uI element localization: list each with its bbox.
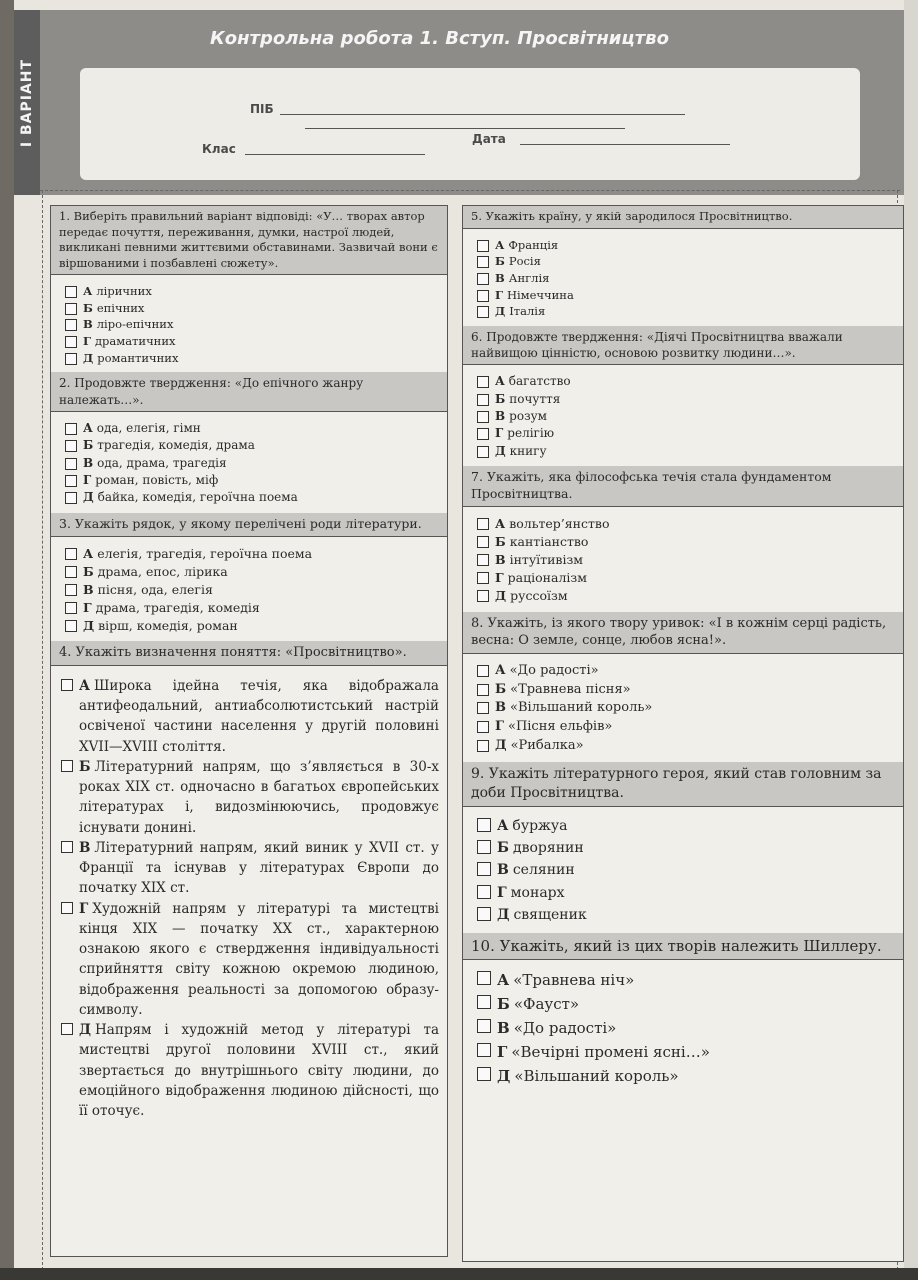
answer-options bbox=[51, 537, 447, 642]
option-letter: Б bbox=[495, 254, 505, 269]
answer-option[interactable] bbox=[477, 859, 895, 881]
option-text: вірш, комедія, роман bbox=[98, 618, 238, 634]
answer-option[interactable] bbox=[477, 737, 895, 756]
answer-checkbox[interactable] bbox=[477, 256, 489, 268]
option-letter: В bbox=[497, 1018, 510, 1037]
answer-option[interactable] bbox=[477, 904, 895, 926]
pib-field[interactable] bbox=[280, 114, 685, 115]
option-text: Росія bbox=[508, 254, 541, 269]
option-text: кантіанство bbox=[509, 534, 589, 550]
option-letter: Д bbox=[83, 350, 94, 365]
answer-option[interactable] bbox=[477, 1064, 895, 1088]
question-6 bbox=[463, 326, 903, 466]
answer-option[interactable] bbox=[65, 420, 439, 437]
answer-option[interactable] bbox=[477, 1016, 895, 1040]
variant-label: І ВАРІАНТ bbox=[19, 58, 36, 147]
answer-checkbox[interactable] bbox=[61, 679, 73, 691]
option-text: «Фауст» bbox=[513, 994, 580, 1013]
answer-checkbox[interactable] bbox=[477, 971, 491, 985]
cut-line bbox=[40, 190, 900, 191]
option-text: ліричних bbox=[96, 284, 152, 299]
option-letter: Б bbox=[495, 391, 506, 406]
variant-tab bbox=[14, 10, 40, 195]
answer-checkbox[interactable] bbox=[65, 475, 77, 487]
answer-options bbox=[51, 412, 447, 513]
option-text: епічних bbox=[96, 300, 145, 315]
option-letter: Б bbox=[83, 300, 93, 315]
answer-checkbox[interactable] bbox=[61, 841, 73, 853]
answer-checkbox[interactable] bbox=[65, 548, 77, 560]
answer-option[interactable] bbox=[477, 837, 895, 859]
question-text: 1. Виберіть правильний варіант відповіді: «У… творах автор передає почуття, переживання, думки, настрої людей, викликані певними життєвими обставинами. Зазвичай вони є віршованими і позбавлені сюжету». bbox=[51, 206, 447, 275]
answer-option[interactable] bbox=[61, 676, 439, 757]
option-text: вольтер’янство bbox=[509, 515, 610, 531]
answer-checkbox[interactable] bbox=[65, 303, 77, 315]
option-text: ліро-епічних bbox=[96, 317, 174, 332]
option-letter: А bbox=[495, 662, 506, 678]
option-text: роман, повість, міф bbox=[95, 472, 219, 487]
answer-checkbox[interactable] bbox=[477, 306, 489, 318]
option-letter: А bbox=[495, 374, 505, 389]
answer-option[interactable] bbox=[477, 681, 895, 700]
answer-checkbox[interactable] bbox=[477, 446, 489, 458]
question-text: 8. Укажіть, із якого твору уривок: «І в кожнім серці радість, весна: О земле, сонце, любов ясна!». bbox=[463, 612, 903, 654]
date-label: Дата bbox=[472, 132, 506, 146]
answer-option[interactable] bbox=[65, 300, 439, 317]
answer-checkbox[interactable] bbox=[65, 620, 77, 632]
answer-option[interactable] bbox=[61, 1020, 439, 1121]
option-letter: Д bbox=[495, 443, 506, 458]
answer-checkbox[interactable] bbox=[477, 721, 489, 733]
answer-checkbox[interactable] bbox=[477, 411, 489, 423]
option-text: пісня, ода, елегія bbox=[97, 581, 213, 597]
option-text: драма, трагедія, комедія bbox=[95, 600, 260, 615]
answer-option[interactable] bbox=[65, 581, 439, 599]
question-text: 9. Укажіть літературного героя, який став головним за доби Просвітництва. bbox=[463, 762, 903, 807]
answer-checkbox[interactable] bbox=[65, 353, 77, 365]
option-text: почуття bbox=[509, 391, 561, 406]
photo-bottom-edge bbox=[0, 1268, 918, 1280]
answer-option[interactable] bbox=[65, 283, 439, 300]
option-text: ода, елегія, гімн bbox=[96, 420, 201, 435]
option-letter: Д bbox=[83, 618, 95, 634]
answer-option[interactable] bbox=[477, 515, 895, 533]
answer-option[interactable] bbox=[65, 333, 439, 350]
option-text: книгу bbox=[509, 443, 547, 458]
question-text: 3. Укажіть рядок, у якому перелічені роди літератури. bbox=[51, 513, 447, 537]
option-letter: Г bbox=[83, 472, 92, 487]
answer-option[interactable] bbox=[65, 437, 439, 454]
option-text: інтуїтивізм bbox=[509, 552, 583, 568]
option-letter: А bbox=[495, 515, 506, 531]
pib-field-line-2[interactable] bbox=[305, 128, 625, 129]
answer-option[interactable] bbox=[477, 569, 895, 587]
answer-option[interactable] bbox=[477, 373, 895, 390]
answer-options bbox=[463, 507, 903, 612]
option-letter: Д bbox=[497, 907, 510, 924]
option-letter: Г bbox=[495, 570, 504, 586]
option-text: Англія bbox=[508, 270, 550, 285]
answer-checkbox[interactable] bbox=[65, 319, 77, 331]
answer-option[interactable] bbox=[477, 253, 895, 270]
option-letter: А bbox=[497, 817, 509, 834]
option-text: священик bbox=[513, 907, 587, 924]
answer-option[interactable] bbox=[61, 899, 439, 1021]
option-letter: В bbox=[495, 270, 505, 285]
question-2 bbox=[51, 372, 447, 512]
answer-option[interactable] bbox=[477, 699, 895, 718]
option-letter: В bbox=[83, 455, 94, 470]
answer-option[interactable] bbox=[65, 545, 439, 563]
question-text: 10. Укажіть, який із цих творів належить Шиллеру. bbox=[463, 933, 903, 960]
option-letter: Д bbox=[83, 490, 94, 505]
option-text: Напрям і художній метод у літературі та мистецтві другої половини XVIII ст., який звертається до внутрішнього світу людини, до емоційного відображення людиною дійсності, що її оточує. bbox=[79, 1022, 439, 1120]
option-text: «Вільшаний король» bbox=[510, 700, 653, 716]
option-text: Широка ідейна течія, яка відображала антифеодальний, антиабсолютистський настрій освіченої частини населення у другій половині XVII—XVIII століття. bbox=[79, 677, 439, 755]
option-letter: Б bbox=[83, 438, 94, 453]
answer-checkbox[interactable] bbox=[477, 702, 489, 714]
answer-option[interactable] bbox=[65, 316, 439, 333]
answer-checkbox[interactable] bbox=[477, 1019, 491, 1033]
answer-checkbox[interactable] bbox=[477, 862, 491, 876]
option-letter: А bbox=[83, 545, 94, 561]
question-text: 6. Продовжте твердження: «Діячі Просвітництва вважали найвищою цінністю, основою розвитку людини…». bbox=[463, 326, 903, 365]
option-letter: Д bbox=[497, 1066, 511, 1085]
option-text: розум bbox=[509, 409, 548, 424]
answer-checkbox[interactable] bbox=[65, 566, 77, 578]
option-text: «Рибалка» bbox=[510, 738, 584, 754]
right-column bbox=[462, 205, 904, 1262]
question-7 bbox=[463, 466, 903, 611]
option-letter: А bbox=[495, 237, 505, 252]
option-text: трагедія, комедія, драма bbox=[97, 438, 255, 453]
option-text: «Вечірні промені ясні…» bbox=[511, 1042, 710, 1061]
answer-checkbox[interactable] bbox=[477, 536, 489, 548]
option-letter: Д bbox=[495, 304, 506, 319]
option-text: руссоїзм bbox=[510, 588, 568, 604]
answer-checkbox[interactable] bbox=[65, 458, 77, 470]
option-letter: А bbox=[83, 284, 93, 299]
option-text: Франція bbox=[508, 237, 559, 252]
answer-checkbox[interactable] bbox=[477, 995, 491, 1009]
answer-checkbox[interactable] bbox=[477, 376, 489, 388]
answer-checkbox[interactable] bbox=[65, 602, 77, 614]
answer-options bbox=[463, 654, 903, 762]
option-text: «До радості» bbox=[509, 662, 599, 678]
answer-option[interactable] bbox=[65, 599, 439, 617]
option-text: «Травнева ніч» bbox=[513, 970, 635, 989]
answer-checkbox[interactable] bbox=[65, 440, 77, 452]
option-letter: Д bbox=[495, 588, 507, 604]
option-text: буржуа bbox=[512, 817, 568, 834]
option-text: «Пісня ельфів» bbox=[507, 719, 613, 735]
answer-option[interactable] bbox=[477, 718, 895, 737]
pib-label: ПІБ bbox=[250, 102, 274, 116]
answer-checkbox[interactable] bbox=[65, 286, 77, 298]
answer-option[interactable] bbox=[65, 617, 439, 635]
left-column bbox=[50, 205, 448, 1257]
option-letter: В bbox=[83, 317, 93, 332]
question-9 bbox=[463, 762, 903, 933]
option-letter: Б bbox=[79, 758, 91, 775]
answer-option[interactable] bbox=[477, 425, 895, 442]
option-letter: В bbox=[79, 839, 91, 856]
answer-options bbox=[463, 365, 903, 466]
answer-option[interactable] bbox=[477, 1040, 895, 1064]
answer-checkbox[interactable] bbox=[477, 907, 491, 921]
option-letter: А bbox=[79, 677, 90, 694]
answer-checkbox[interactable] bbox=[477, 840, 491, 854]
option-text: ода, драма, трагедія bbox=[97, 455, 227, 470]
class-field[interactable] bbox=[245, 154, 425, 155]
option-letter: Б bbox=[497, 840, 509, 857]
answer-option[interactable] bbox=[61, 757, 439, 838]
answer-checkbox[interactable] bbox=[477, 240, 489, 252]
answer-option[interactable] bbox=[477, 270, 895, 287]
answer-option[interactable] bbox=[477, 237, 895, 254]
option-text: романтичних bbox=[97, 350, 179, 365]
answer-checkbox[interactable] bbox=[477, 665, 489, 677]
option-letter: А bbox=[83, 420, 93, 435]
option-text: байка, комедія, героїчна поема bbox=[97, 490, 298, 505]
option-text: релігію bbox=[507, 426, 555, 441]
answer-option[interactable] bbox=[65, 563, 439, 581]
answer-option[interactable] bbox=[477, 992, 895, 1016]
answer-option[interactable] bbox=[477, 815, 895, 837]
answer-checkbox[interactable] bbox=[477, 818, 491, 832]
answer-option[interactable] bbox=[477, 287, 895, 304]
answer-checkbox[interactable] bbox=[477, 684, 489, 696]
question-10 bbox=[463, 933, 903, 1094]
answer-checkbox[interactable] bbox=[477, 273, 489, 285]
answer-option[interactable] bbox=[477, 551, 895, 569]
option-letter: Б bbox=[83, 563, 94, 579]
option-letter: Г bbox=[79, 900, 89, 917]
question-text: 2. Продовжте твердження: «До епічного жанру належать…». bbox=[51, 372, 447, 411]
answer-checkbox[interactable] bbox=[477, 1043, 491, 1057]
answer-option[interactable] bbox=[65, 350, 439, 367]
class-label: Клас bbox=[202, 142, 236, 156]
option-text: драма, епос, лірика bbox=[97, 563, 228, 579]
option-letter: Г bbox=[495, 426, 504, 441]
option-letter: В bbox=[495, 552, 506, 568]
answer-options bbox=[463, 229, 903, 326]
option-letter: Г bbox=[83, 334, 91, 349]
option-text: «Травнева пісня» bbox=[510, 681, 631, 697]
option-letter: В bbox=[495, 409, 506, 424]
answer-option[interactable] bbox=[477, 662, 895, 681]
answer-options bbox=[51, 666, 447, 1128]
question-1 bbox=[51, 206, 447, 372]
answer-checkbox[interactable] bbox=[477, 554, 489, 566]
answer-option[interactable] bbox=[477, 303, 895, 320]
option-letter: Г bbox=[495, 287, 503, 302]
answer-checkbox[interactable] bbox=[61, 1023, 73, 1035]
option-letter: Б bbox=[495, 534, 506, 550]
option-letter: Г bbox=[497, 1042, 508, 1061]
option-text: драматичних bbox=[94, 334, 176, 349]
option-text: «До радості» bbox=[513, 1018, 617, 1037]
answer-checkbox[interactable] bbox=[477, 1067, 491, 1081]
question-text: 5. Укажіть країну, у якій зародилося Просвітництво. bbox=[463, 206, 903, 229]
answer-option[interactable] bbox=[477, 391, 895, 408]
answer-checkbox[interactable] bbox=[65, 336, 77, 348]
question-4 bbox=[51, 641, 447, 1127]
answer-option[interactable] bbox=[477, 968, 895, 992]
answer-checkbox[interactable] bbox=[477, 572, 489, 584]
answer-option[interactable] bbox=[477, 882, 895, 904]
option-letter: В bbox=[497, 862, 509, 879]
option-letter: Г bbox=[497, 884, 507, 901]
option-text: дворянин bbox=[512, 840, 584, 857]
answer-option[interactable] bbox=[477, 408, 895, 425]
option-text: раціоналізм bbox=[507, 570, 587, 586]
page-title: Контрольна робота 1. Вступ. Просвітництво bbox=[210, 28, 669, 49]
answer-checkbox[interactable] bbox=[477, 394, 489, 406]
question-text: 4. Укажіть визначення поняття: «Просвітництво». bbox=[51, 641, 447, 666]
option-letter: Г bbox=[83, 600, 92, 615]
answer-checkbox[interactable] bbox=[61, 760, 73, 772]
answer-checkbox[interactable] bbox=[61, 902, 73, 914]
option-text: Італія bbox=[509, 304, 546, 319]
option-text: багатство bbox=[508, 374, 571, 389]
answer-option[interactable] bbox=[65, 455, 439, 472]
answer-options bbox=[463, 960, 903, 1094]
option-letter: Д bbox=[79, 1022, 92, 1039]
option-letter: Б bbox=[495, 681, 507, 697]
student-info-card bbox=[80, 68, 860, 180]
answer-options bbox=[51, 275, 447, 372]
option-letter: Б bbox=[497, 994, 510, 1013]
question-8 bbox=[463, 612, 903, 762]
answer-option[interactable] bbox=[61, 838, 439, 899]
answer-options bbox=[463, 807, 903, 933]
answer-checkbox[interactable] bbox=[65, 423, 77, 435]
option-text: Німеччина bbox=[506, 287, 574, 302]
option-text: Літературний напрям, що з’являється в 30-х роках XIX ст. одночасно в багатьох європейських літературах і, видозмінюючись, продовжує існувати донині. bbox=[79, 758, 439, 836]
question-text: 7. Укажіть, яка філософська течія стала фундаментом Просвітництва. bbox=[463, 466, 903, 507]
answer-option[interactable] bbox=[65, 472, 439, 489]
next-page-edge bbox=[904, 0, 918, 1280]
answer-checkbox[interactable] bbox=[477, 885, 491, 899]
answer-checkbox[interactable] bbox=[477, 740, 489, 752]
option-letter: Г bbox=[495, 719, 504, 735]
option-text: Художній напрям у літературі та мистецтві кінця XIX — початку XX ст., характерною ознакою якого є ствердження індивідуальності сприйняття світу кожною окремою людиною, відображення реальності за допомогою образу-символу. bbox=[79, 900, 439, 1018]
answer-checkbox[interactable] bbox=[477, 518, 489, 530]
option-text: Літературний напрям, який виник у XVII ст. у Франції та існував у літературах Європи до початку XIX ст. bbox=[79, 839, 439, 897]
answer-checkbox[interactable] bbox=[477, 590, 489, 602]
answer-checkbox[interactable] bbox=[65, 584, 77, 596]
cut-line-left bbox=[42, 190, 43, 1270]
option-letter: Д bbox=[495, 738, 507, 754]
date-field[interactable] bbox=[520, 144, 730, 145]
option-letter: В bbox=[495, 700, 506, 716]
answer-checkbox[interactable] bbox=[65, 492, 77, 504]
answer-checkbox[interactable] bbox=[477, 428, 489, 440]
option-text: селянин bbox=[512, 862, 575, 879]
answer-checkbox[interactable] bbox=[477, 290, 489, 302]
option-text: елегія, трагедія, героїчна поема bbox=[97, 545, 313, 561]
question-3 bbox=[51, 513, 447, 642]
answer-option[interactable] bbox=[65, 489, 439, 506]
answer-option[interactable] bbox=[477, 533, 895, 551]
question-5 bbox=[463, 206, 903, 326]
answer-option[interactable] bbox=[477, 443, 895, 460]
option-letter: А bbox=[497, 970, 510, 989]
option-text: монарх bbox=[510, 884, 565, 901]
answer-option[interactable] bbox=[477, 587, 895, 605]
option-text: «Вільшаний король» bbox=[514, 1066, 679, 1085]
option-letter: В bbox=[83, 581, 94, 597]
